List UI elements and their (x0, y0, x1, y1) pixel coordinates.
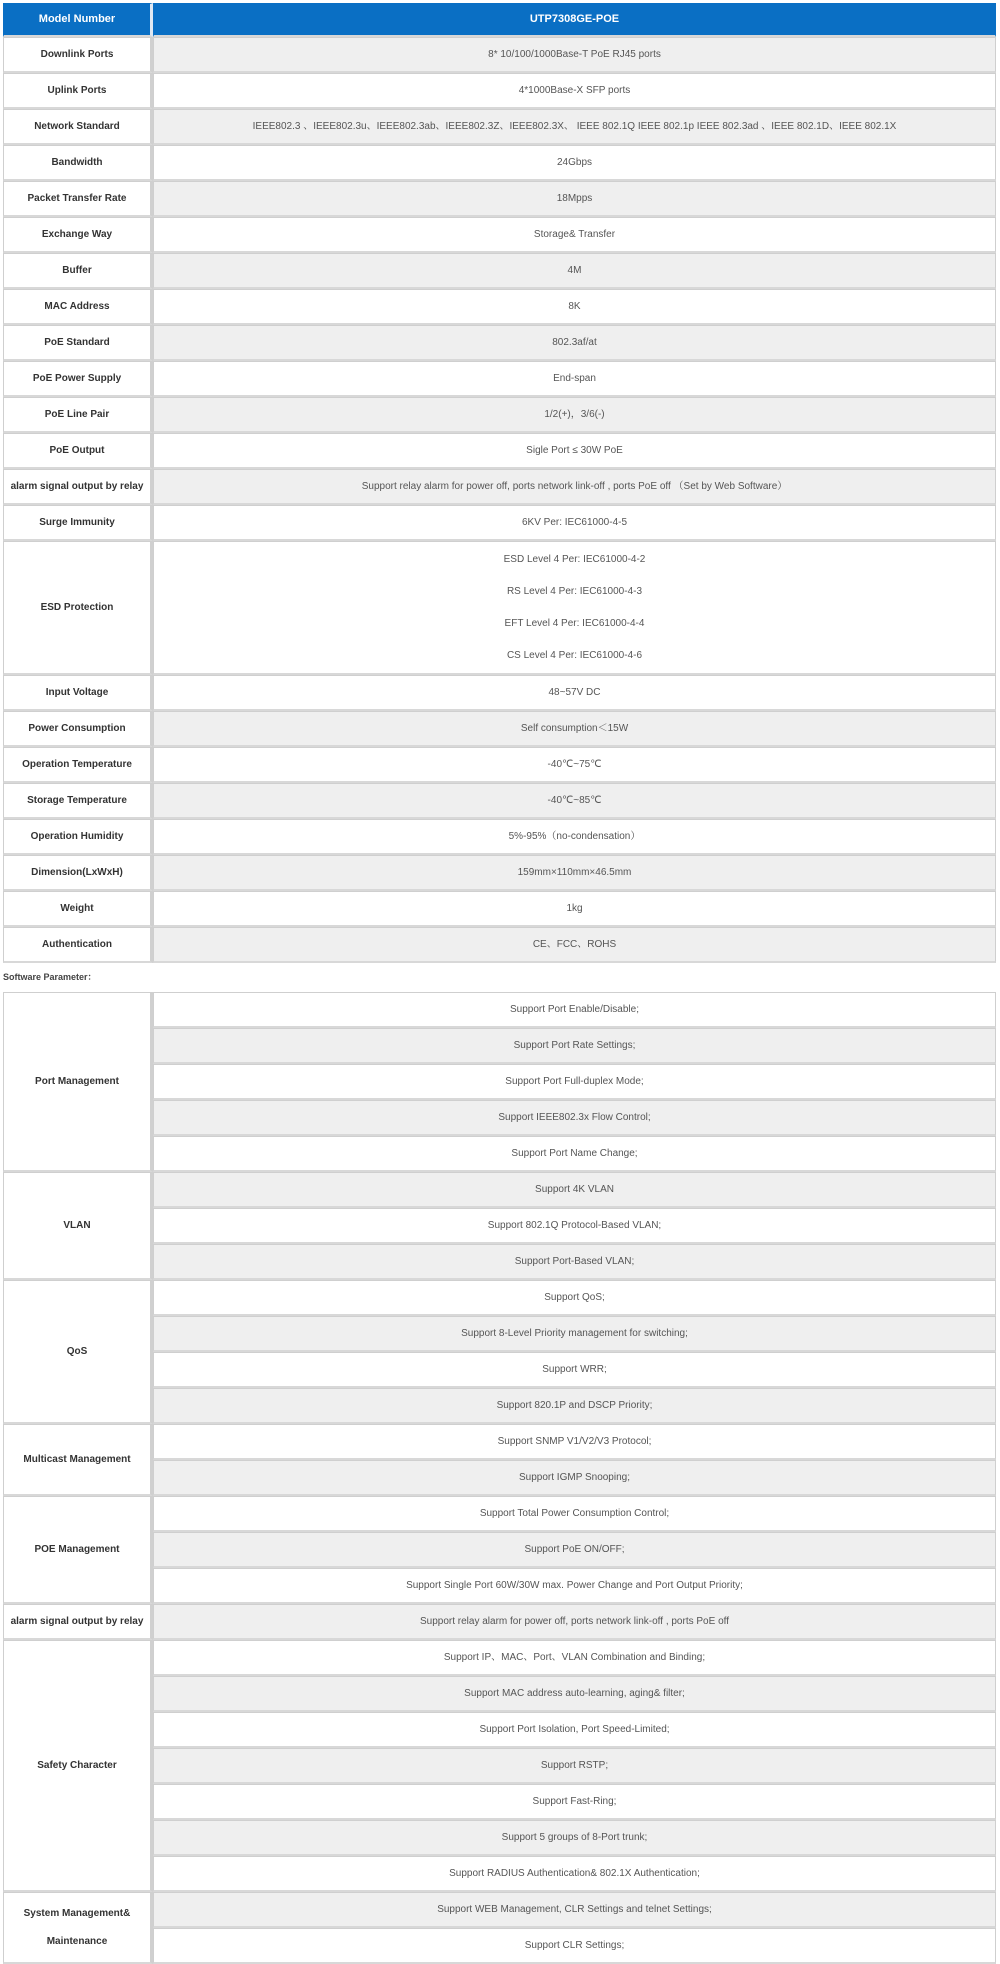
software-row (3, 1604, 996, 1640)
software-group-label: VLAN (3, 1172, 153, 1280)
software-item: Support QoS; (153, 1280, 996, 1316)
software-row (3, 1496, 996, 1532)
software-row (3, 1640, 996, 1676)
spec-value: 48~57V DC (153, 675, 996, 711)
spec-value: 5%-95%（no-condensation） (153, 819, 996, 855)
software-item: Support WEB Management, CLR Settings and telnet Settings; (153, 1892, 996, 1928)
spec-label: PoE Output (3, 433, 153, 469)
spec-row (3, 253, 996, 289)
spec-label: Input Voltage (3, 675, 153, 711)
software-item: Support MAC address auto-learning, aging& filter; (153, 1676, 996, 1712)
software-item: Support WRR; (153, 1352, 996, 1388)
table-header-row (3, 3, 996, 37)
software-item: Support 5 groups of 8-Port trunk; (153, 1820, 996, 1856)
spec-label: Power Consumption (3, 711, 153, 747)
spec-value: 6KV Per: IEC61000-4-5 (153, 505, 996, 541)
spec-label: Bandwidth (3, 145, 153, 181)
spec-label: Dimension(LxWxH) (3, 855, 153, 891)
spec-label: Storage Temperature (3, 783, 153, 819)
spec-label: Operation Humidity (3, 819, 153, 855)
spec-value: 802.3af/at (153, 325, 996, 361)
spec-row (3, 325, 996, 361)
spec-row-esd (3, 541, 996, 675)
software-item: Support CLR Settings; (153, 1928, 996, 1964)
spec-row (3, 747, 996, 783)
spec-value: 24Gbps (153, 145, 996, 181)
software-row (3, 992, 996, 1028)
spec-label: Buffer (3, 253, 153, 289)
spec-row (3, 711, 996, 747)
spec-value: 8K (153, 289, 996, 325)
software-item: Support Fast-Ring; (153, 1784, 996, 1820)
software-item: Support relay alarm for power off, ports network link-off , ports PoE off (153, 1604, 996, 1640)
spec-label: Uplink Ports (3, 73, 153, 109)
spec-row (3, 927, 996, 963)
software-row (3, 1892, 996, 1928)
spec-row (3, 109, 996, 145)
spec-value: Sigle Port ≤ 30W PoE (153, 433, 996, 469)
software-group-label: alarm signal output by relay (3, 1604, 153, 1640)
spec-label: alarm signal output by relay (3, 469, 153, 505)
spec-value: 4M (153, 253, 996, 289)
software-item: Support 820.1P and DSCP Priority; (153, 1388, 996, 1424)
model-number-label: Model Number (3, 3, 153, 37)
spec-value: CE、FCC、ROHS (153, 927, 996, 963)
spec-row (3, 855, 996, 891)
spec-value: 8* 10/100/1000Base-T PoE RJ45 ports (153, 37, 996, 73)
software-item: Support Port Full-duplex Mode; (153, 1064, 996, 1100)
esd-label: ESD Protection (3, 541, 153, 675)
software-spec-table (3, 992, 996, 1964)
spec-label: Operation Temperature (3, 747, 153, 783)
software-item: Support Single Port 60W/30W max. Power Change and Port Output Priority; (153, 1568, 996, 1604)
spec-value: IEEE802.3 、IEEE802.3u、IEEE802.3ab、IEEE802.3Z、IEEE802.3X、 IEEE 802.1Q IEEE 802.1p IEEE 802.3ad 、IEEE 802.1D、IEEE 802.1X (153, 109, 996, 145)
spec-label: MAC Address (3, 289, 153, 325)
spec-value: 1/2(+)，3/6(-) (153, 397, 996, 433)
software-item: Support IP、MAC、Port、VLAN Combination and Binding; (153, 1640, 996, 1676)
software-row (3, 1424, 996, 1460)
software-item: Support IEEE802.3x Flow Control; (153, 1100, 996, 1136)
spec-row (3, 433, 996, 469)
spec-row (3, 361, 996, 397)
software-item: Support IGMP Snooping; (153, 1460, 996, 1496)
spec-label: Exchange Way (3, 217, 153, 253)
software-item: Support RSTP; (153, 1748, 996, 1784)
hardware-spec-table (3, 3, 996, 963)
spec-label: PoE Line Pair (3, 397, 153, 433)
spec-row (3, 783, 996, 819)
esd-line: RS Level 4 Per: IEC61000-4-3 (506, 585, 643, 597)
spec-value: Storage& Transfer (153, 217, 996, 253)
spec-value: End-span (153, 361, 996, 397)
spec-value: Self consumption＜15W (153, 711, 996, 747)
esd-line: CS Level 4 Per: IEC61000-4-6 (506, 649, 643, 661)
spec-value: 4*1000Base-X SFP ports (153, 73, 996, 109)
esd-line: EFT Level 4 Per: IEC61000-4-4 (504, 617, 645, 629)
spec-label: PoE Power Supply (3, 361, 153, 397)
software-item: Support PoE ON/OFF; (153, 1532, 996, 1568)
spec-label: Packet Transfer Rate (3, 181, 153, 217)
software-row (3, 1280, 996, 1316)
software-item: Support Port Isolation, Port Speed-Limited; (153, 1712, 996, 1748)
software-item: Support 8-Level Priority management for switching; (153, 1316, 996, 1352)
spec-label: Authentication (3, 927, 153, 963)
spec-row (3, 819, 996, 855)
esd-values (153, 541, 996, 675)
spec-value: -40℃~75℃ (153, 747, 996, 783)
software-item: Support 802.1Q Protocol-Based VLAN; (153, 1208, 996, 1244)
software-item: Support 4K VLAN (153, 1172, 996, 1208)
software-parameter-caption: Software Parameter： (3, 972, 97, 982)
spec-row (3, 397, 996, 433)
spec-row (3, 37, 996, 73)
software-item: Support Port Name Change; (153, 1136, 996, 1172)
software-group-label: Multicast Management (3, 1424, 153, 1496)
spec-row (3, 73, 996, 109)
software-group-label: POE Management (3, 1496, 153, 1604)
software-item: Support RADIUS Authentication& 802.1X Authentication; (153, 1856, 996, 1892)
spec-value: 18Mpps (153, 181, 996, 217)
spec-row (3, 181, 996, 217)
spec-row (3, 505, 996, 541)
spec-label: Network Standard (3, 109, 153, 145)
software-item: Support Port Rate Settings; (153, 1028, 996, 1064)
software-group-label: QoS (3, 1280, 153, 1424)
spec-row (3, 675, 996, 711)
spec-value: Support relay alarm for power off, ports network link-off , ports PoE off （Set by Web Software） (153, 469, 996, 505)
software-item: Support SNMP V1/V2/V3 Protocol; (153, 1424, 996, 1460)
model-number-value: UTP7308GE-POE (153, 3, 996, 37)
spec-row (3, 469, 996, 505)
spec-label: Downlink Ports (3, 37, 153, 73)
spec-value: 1kg (153, 891, 996, 927)
spec-row (3, 289, 996, 325)
spec-row (3, 891, 996, 927)
software-group-label: Port Management (3, 992, 153, 1172)
esd-line: ESD Level 4 Per: IEC61000-4-2 (503, 553, 646, 565)
spec-label: Weight (3, 891, 153, 927)
spec-value: 159mm×110mm×46.5mm (153, 855, 996, 891)
spec-label: PoE Standard (3, 325, 153, 361)
spec-row (3, 145, 996, 181)
software-item: Support Port Enable/Disable; (153, 992, 996, 1028)
software-row (3, 1172, 996, 1208)
software-group-label: Safety Character (3, 1640, 153, 1892)
software-item: Support Port-Based VLAN; (153, 1244, 996, 1280)
spec-value: -40℃~85℃ (153, 783, 996, 819)
software-item: Support Total Power Consumption Control; (153, 1496, 996, 1532)
software-group-label: System Management& Maintenance (3, 1892, 153, 1964)
spec-row (3, 217, 996, 253)
spec-label: Surge Immunity (3, 505, 153, 541)
